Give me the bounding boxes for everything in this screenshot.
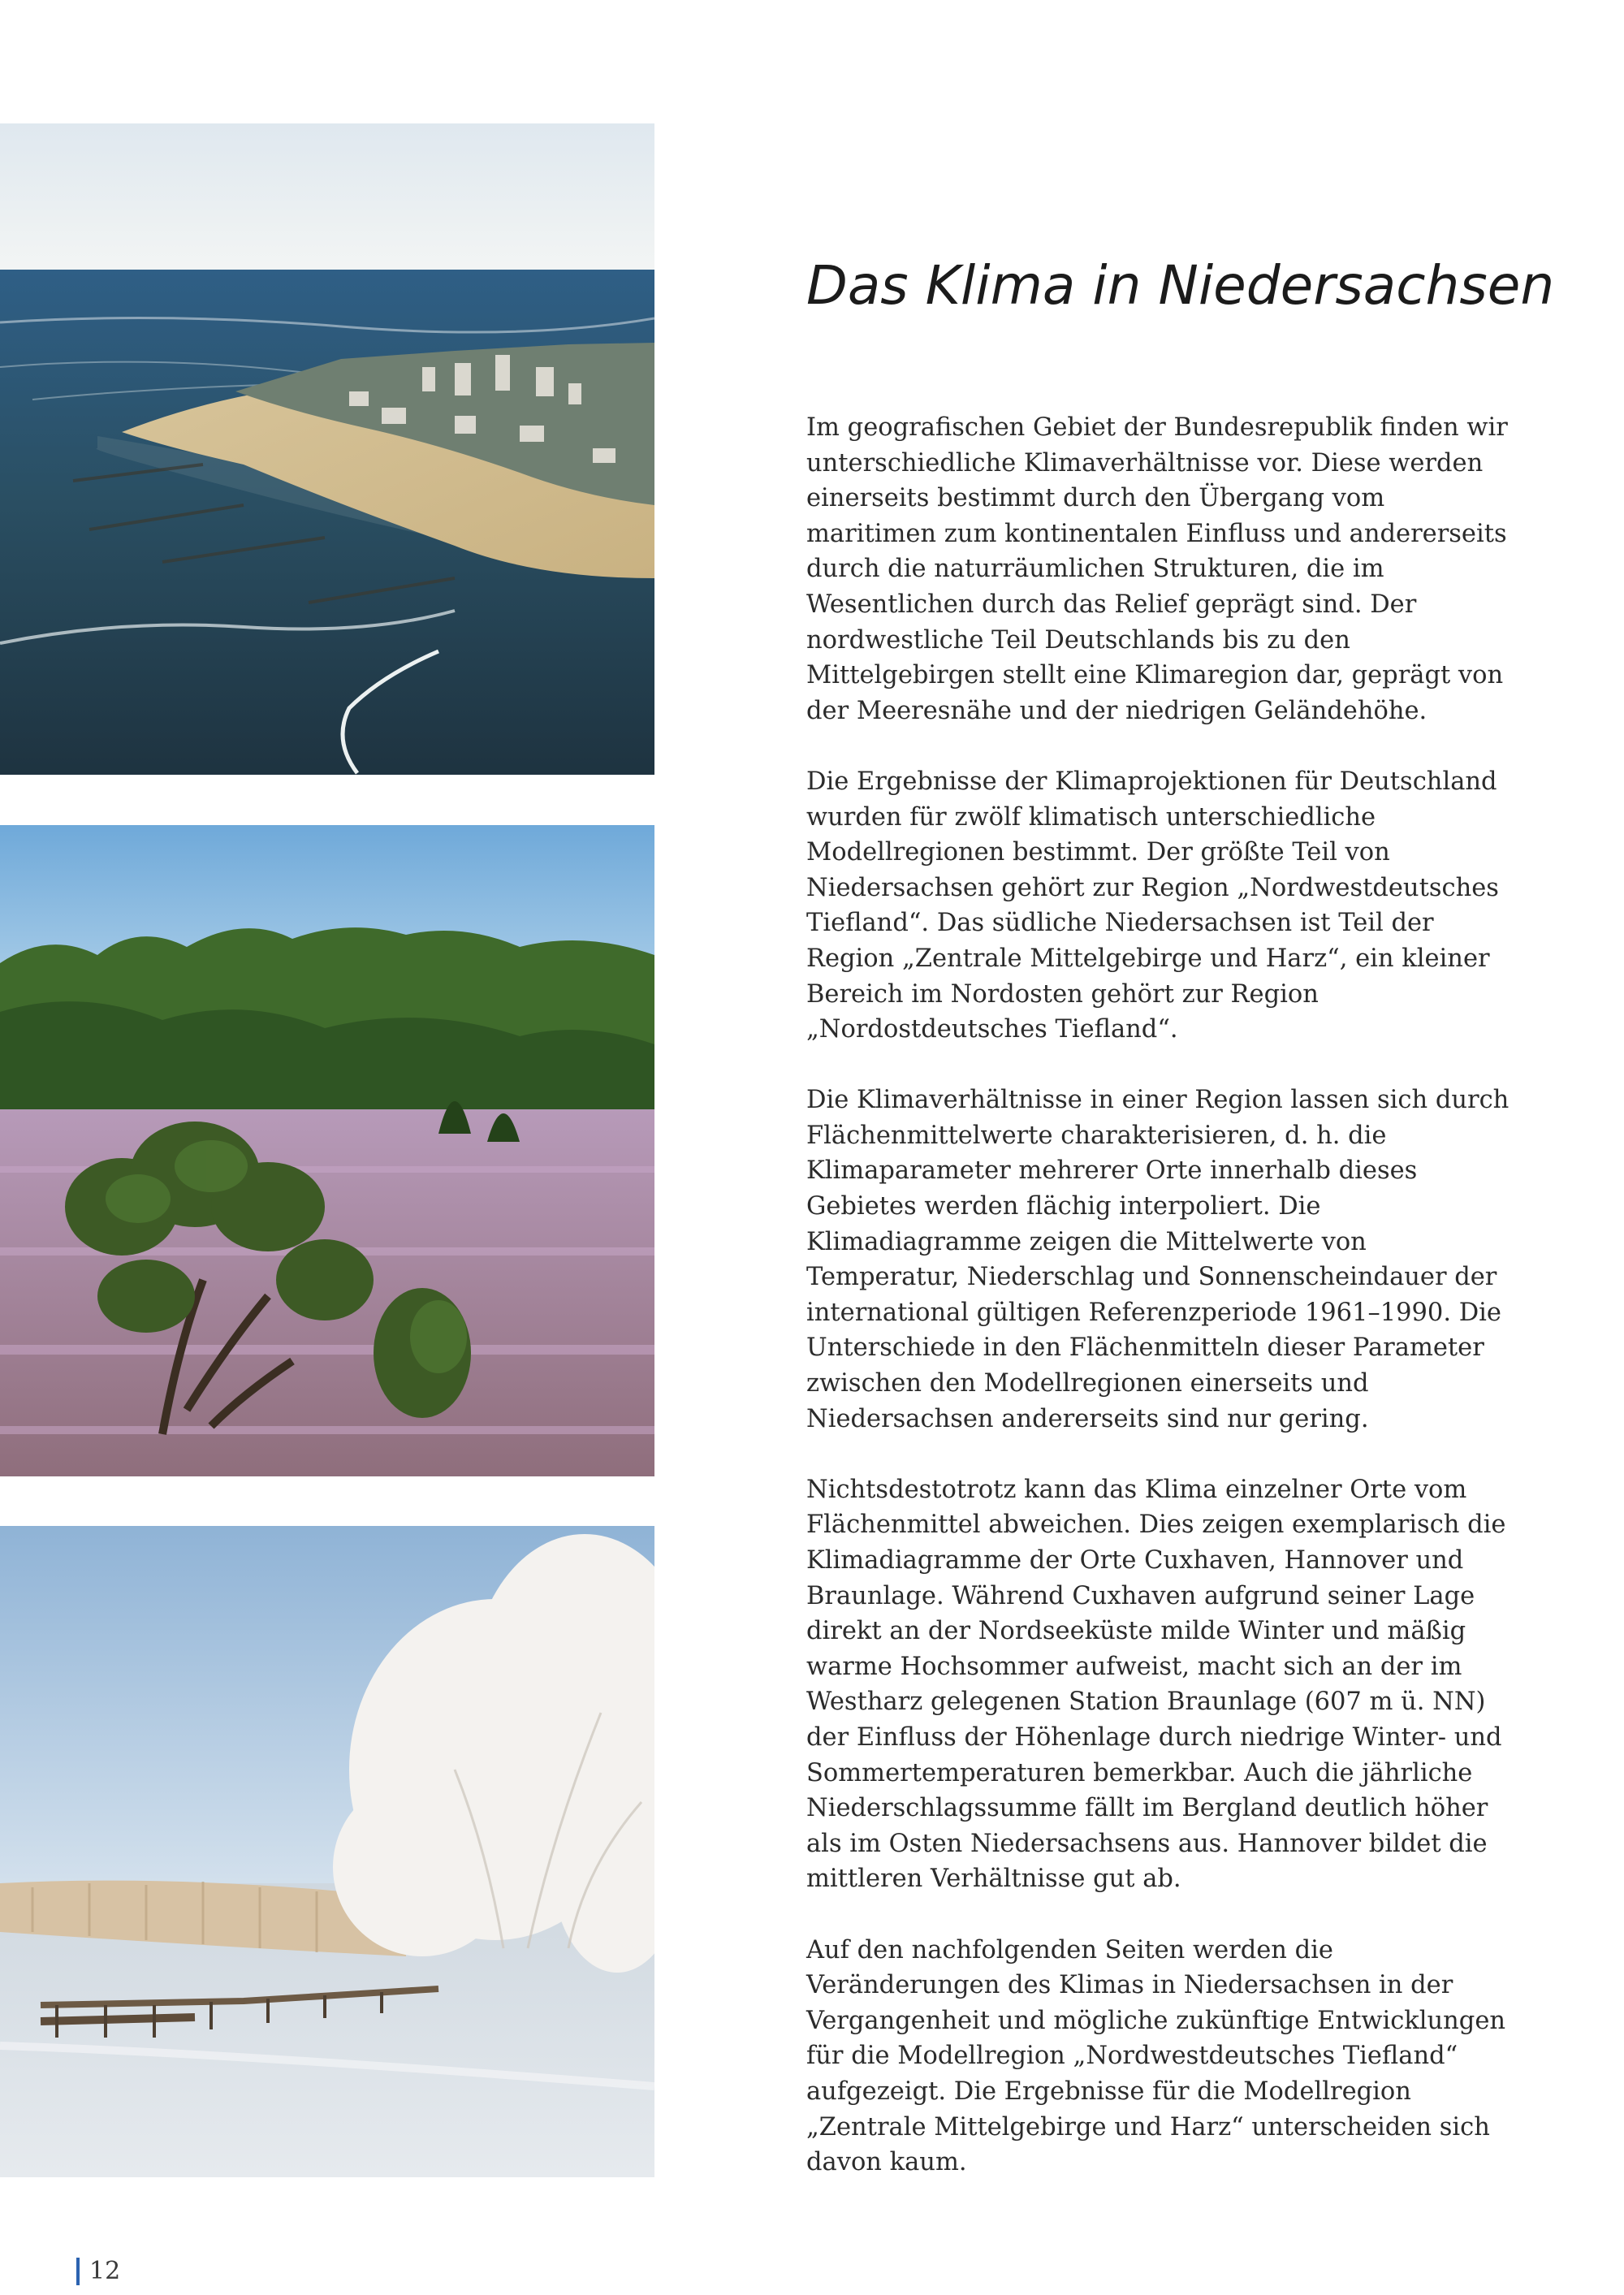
- article-body: [806, 410, 1521, 2215]
- page-title: Das Klima in Niedersachsen: [806, 254, 1555, 317]
- paragraph: Nichtsdestotrotz kann das Klima einzelner Orte vom Flächenmittel abweichen. Dies zeigen exemplarisch die Klimadiagramme der Orte Cuxhaven, Hannover und Braunlage. Während Cuxhaven aufgrund seiner Lage direkt an der Nordseeküste milde Winter und mäßig warme Hochsommer aufweist, macht sich an der im Westharz gelegenen Station Braunlage (607 m ü. NN) der Einfluss der Höhenlage durch niedrige Winter- und Sommertemperaturen bemerkbar. Auch die jährliche Niederschlagssumme fällt im Bergland deutlich höher als im Osten Niedersachsens aus. Hannover bildet die mittleren Verhältnisse gut ab.: [806, 1475, 1506, 1894]
- paragraph: Auf den nachfolgenden Seiten werden die Veränderungen des Klimas in Niedersachsen in der Vergangenheit und mögliche zukünftige Entwicklungen für die Modellregion „Nordwestdeutsches Tiefland“ aufgezeigt. Die Ergebnisse für die Modellregion „Zentrale Mittelgebirge und Harz“ unterscheiden sich davon kaum.: [806, 1935, 1506, 2177]
- photo-heath-landscape: [0, 825, 654, 1476]
- page-number: 12: [76, 2258, 120, 2285]
- photo-coast-aerial: [0, 123, 654, 775]
- paragraph: Die Ergebnisse der Klimaprojektionen für Deutschland wurden für zwölf klimatisch unterschiedliche Modellregionen bestimmt. Der größte Teil von Niedersachsen gehört zur Region „Nordwestdeutsches Tiefland“. Das südliche Niedersachsen ist Teil der Region „Zentrale Mittelgebirge und Harz“, ein kleiner Bereich im Nordosten gehört zur Region „Nordostdeutsches Tiefland“.: [806, 767, 1499, 1044]
- paragraph: Im geografischen Gebiet der Bundesrepublik finden wir unterschiedliche Klimaverhältnisse vor. Diese werden einerseits bestimmt durch den Übergang vom maritimen zum kontinentalen Einfluss und andererseits durch die naturräumlichen Strukturen, die im Wesentlichen durch das Relief geprägt sind. Der nordwestliche Teil Deutschlands bis zu den Mittelgebirgen stellt eine Klimaregion dar, geprägt von der Meeresnähe und der niedrigen Geländehöhe.: [806, 413, 1508, 725]
- paragraph: Die Klimaverhältnisse in einer Region lassen sich durch Flächenmittelwerte charakterisieren, d. h. die Klimaparameter mehrerer Orte innerhalb dieses Gebietes werden flächig interpoliert. Die Klimadiagramme zeigen die Mittelwerte von Temperatur, Niederschlag und Sonnenscheindauer der international gültigen Referenzperiode 1961–1990. Die Unterschiede in den Flächenmitteln dieser Parameter zwischen den Modellregionen einerseits und Niedersachsen andererseits sind nur gering.: [806, 1086, 1510, 1433]
- photo-winter-lake: [0, 1526, 654, 2177]
